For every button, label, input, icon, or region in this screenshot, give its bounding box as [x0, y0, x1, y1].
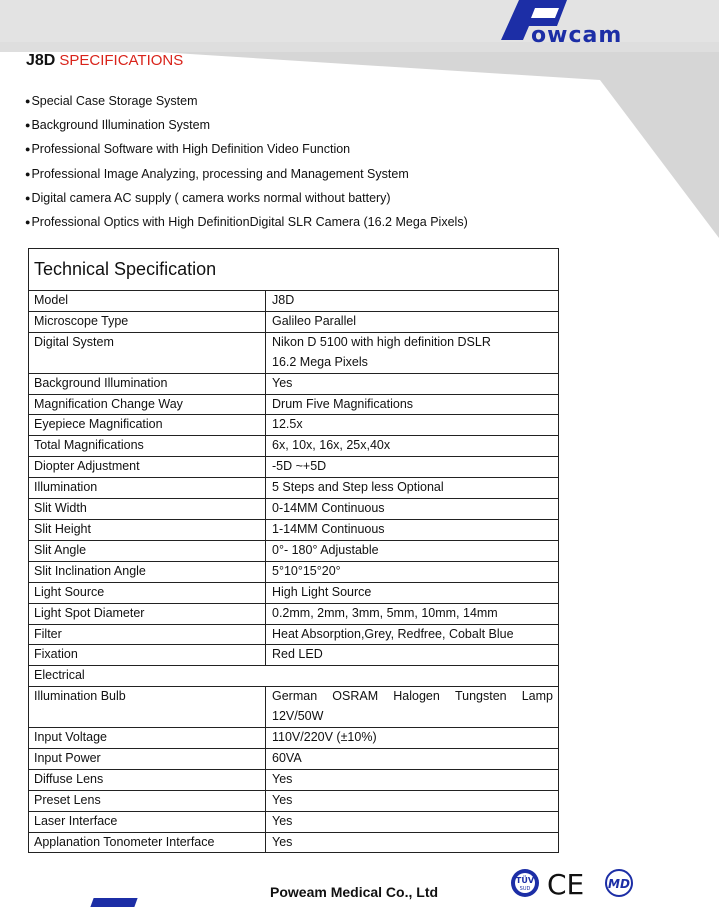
md-mark-label: MD	[608, 877, 630, 891]
spec-label: Electrical	[29, 666, 559, 687]
table-row	[29, 519, 559, 540]
tuv-cert-label: TÜV	[515, 876, 535, 885]
spec-value-line: Yes	[272, 834, 293, 849]
spec-value	[266, 478, 559, 499]
table-row	[29, 645, 559, 666]
table-row	[29, 728, 559, 749]
table-row	[29, 291, 559, 312]
feature-item: ● Special Case Storage System	[25, 90, 468, 114]
feature-item: ● Background Illumination System	[25, 114, 468, 138]
md-mark-icon	[598, 868, 640, 898]
spec-value-line: -5D ~+5D	[272, 459, 327, 474]
spec-label: Magnification Change Way	[29, 394, 266, 415]
spec-value-word: German	[272, 689, 318, 704]
spec-value	[266, 728, 559, 749]
table-row	[29, 666, 559, 687]
spec-value	[266, 645, 559, 666]
spec-label: Input Power	[29, 748, 266, 769]
table-row	[29, 811, 559, 832]
spec-value	[266, 332, 559, 373]
table-row	[29, 624, 559, 645]
spec-value	[266, 561, 559, 582]
feature-item: ● Professional Image Analyzing, processing and Management System	[25, 163, 468, 187]
table-row	[29, 790, 559, 811]
table-row	[29, 457, 559, 478]
table-row	[29, 540, 559, 561]
spec-label: Digital System	[29, 332, 266, 373]
spec-value	[266, 499, 559, 520]
feature-item: ● Professional Optics with High DefinitionDigital SLR Camera (16.2 Mega Pixels)	[25, 211, 468, 235]
title-label: SPECIFICATIONS	[59, 52, 184, 69]
spec-value-line: Nikon D 5100 with high definition DSLR	[272, 334, 491, 349]
spec-value-line: Red LED	[272, 647, 323, 662]
model-name: J8D	[26, 52, 56, 69]
spec-value-line: 12V/50W	[272, 709, 324, 724]
feature-list	[25, 90, 468, 235]
spec-value	[266, 540, 559, 561]
spec-value	[266, 769, 559, 790]
spec-value-line: 12.5x	[272, 417, 303, 432]
spec-value	[266, 811, 559, 832]
spec-label: Total Magnifications	[29, 436, 266, 457]
table-row	[29, 769, 559, 790]
spec-label: Background Illumination	[29, 373, 266, 394]
spec-value-line: Drum Five Magnifications	[272, 396, 414, 411]
table-row	[29, 311, 559, 332]
spec-value-line: 5°10°15°20°	[272, 563, 341, 578]
table-row	[29, 436, 559, 457]
spec-table	[28, 248, 559, 853]
table-row	[29, 415, 559, 436]
spec-label: Filter	[29, 624, 266, 645]
table-row	[29, 687, 559, 728]
page-title	[26, 52, 183, 70]
spec-value-line: Yes	[272, 813, 293, 828]
spec-value-line: 110V/220V (±10%)	[272, 730, 377, 745]
spec-value	[266, 436, 559, 457]
spec-value-word: OSRAM	[332, 689, 379, 704]
spec-value-line: Yes	[272, 375, 293, 390]
spec-value	[266, 394, 559, 415]
spec-label: Slit Angle	[29, 540, 266, 561]
spec-value-word: Lamp	[521, 689, 554, 704]
spec-value-line: 0°- 180° Adjustable	[272, 542, 379, 557]
table-row	[29, 582, 559, 603]
spec-value	[266, 311, 559, 332]
spec-value-line: Yes	[272, 771, 293, 786]
table-row	[29, 499, 559, 520]
spec-value-line: 0-14MM Continuous	[272, 501, 385, 516]
company-logo	[501, 0, 673, 44]
spec-value	[266, 519, 559, 540]
spec-value-word: Tungsten	[454, 689, 507, 704]
spec-value	[266, 687, 559, 728]
spec-value	[266, 415, 559, 436]
spec-label: Input Voltage	[29, 728, 266, 749]
spec-label: Diopter Adjustment	[29, 457, 266, 478]
spec-value-line: Yes	[272, 792, 293, 807]
spec-value	[266, 748, 559, 769]
spec-label: Light Source	[29, 582, 266, 603]
logo-text: owcam	[531, 23, 623, 44]
table-row	[29, 748, 559, 769]
spec-value-line: 16.2 Mega Pixels	[272, 354, 368, 369]
table-row	[29, 478, 559, 499]
spec-table-title: Technical Specification	[29, 249, 559, 291]
tuv-cert-sub: SUD	[519, 886, 531, 892]
spec-label: Eyepiece Magnification	[29, 415, 266, 436]
spec-label: Slit Inclination Angle	[29, 561, 266, 582]
spec-value	[266, 291, 559, 312]
ce-mark-label: CE	[547, 868, 585, 898]
spec-value	[266, 603, 559, 624]
spec-value-line: Heat Absorption,Grey, Redfree, Cobalt Blue	[272, 626, 514, 641]
spec-label: Applanation Tonometer Interface	[29, 832, 266, 853]
table-row	[29, 561, 559, 582]
spec-value	[266, 457, 559, 478]
spec-label: Slit Width	[29, 499, 266, 520]
spec-label: Diffuse Lens	[29, 769, 266, 790]
tuv-cert-icon	[510, 868, 540, 898]
spec-value	[266, 624, 559, 645]
spec-value-line: 6x, 10x, 16x, 25x,40x	[272, 438, 391, 453]
feature-item: ● Digital camera AC supply ( camera works normal without battery)	[25, 187, 468, 211]
spec-label: Fixation	[29, 645, 266, 666]
spec-value-line: 0.2mm, 2mm, 3mm, 5mm, 10mm, 14mm	[272, 605, 498, 620]
spec-value-line: High Light Source	[272, 584, 372, 599]
feature-item: ● Professional Software with High Definition Video Function	[25, 138, 468, 162]
company-name: Poweam Medical Co., Ltd	[270, 884, 439, 900]
spec-value-line: 5 Steps and Step less Optional	[272, 480, 444, 495]
spec-value-line: J8D	[272, 293, 295, 307]
spec-label: Model	[29, 291, 266, 312]
spec-value	[266, 582, 559, 603]
spec-value	[266, 832, 559, 853]
table-row	[29, 373, 559, 394]
footer-accent	[90, 898, 137, 907]
spec-label: Laser Interface	[29, 811, 266, 832]
table-row	[29, 394, 559, 415]
spec-label: Light Spot Diameter	[29, 603, 266, 624]
spec-label: Illumination Bulb	[29, 687, 266, 728]
spec-label: Slit Height	[29, 519, 266, 540]
spec-value-line: 1-14MM Continuous	[272, 521, 385, 536]
table-row	[29, 603, 559, 624]
spec-label: Microscope Type	[29, 311, 266, 332]
table-row	[29, 832, 559, 853]
spec-value	[266, 790, 559, 811]
spec-value-line	[272, 687, 553, 707]
spec-value-word: Halogen	[393, 689, 440, 704]
ce-mark-icon	[545, 868, 591, 898]
table-row	[29, 332, 559, 373]
spec-value-line: Galileo Parallel	[272, 313, 357, 328]
spec-value-line: 60VA	[272, 750, 302, 765]
spec-value	[266, 373, 559, 394]
spec-label: Preset Lens	[29, 790, 266, 811]
spec-label: Illumination	[29, 478, 266, 499]
